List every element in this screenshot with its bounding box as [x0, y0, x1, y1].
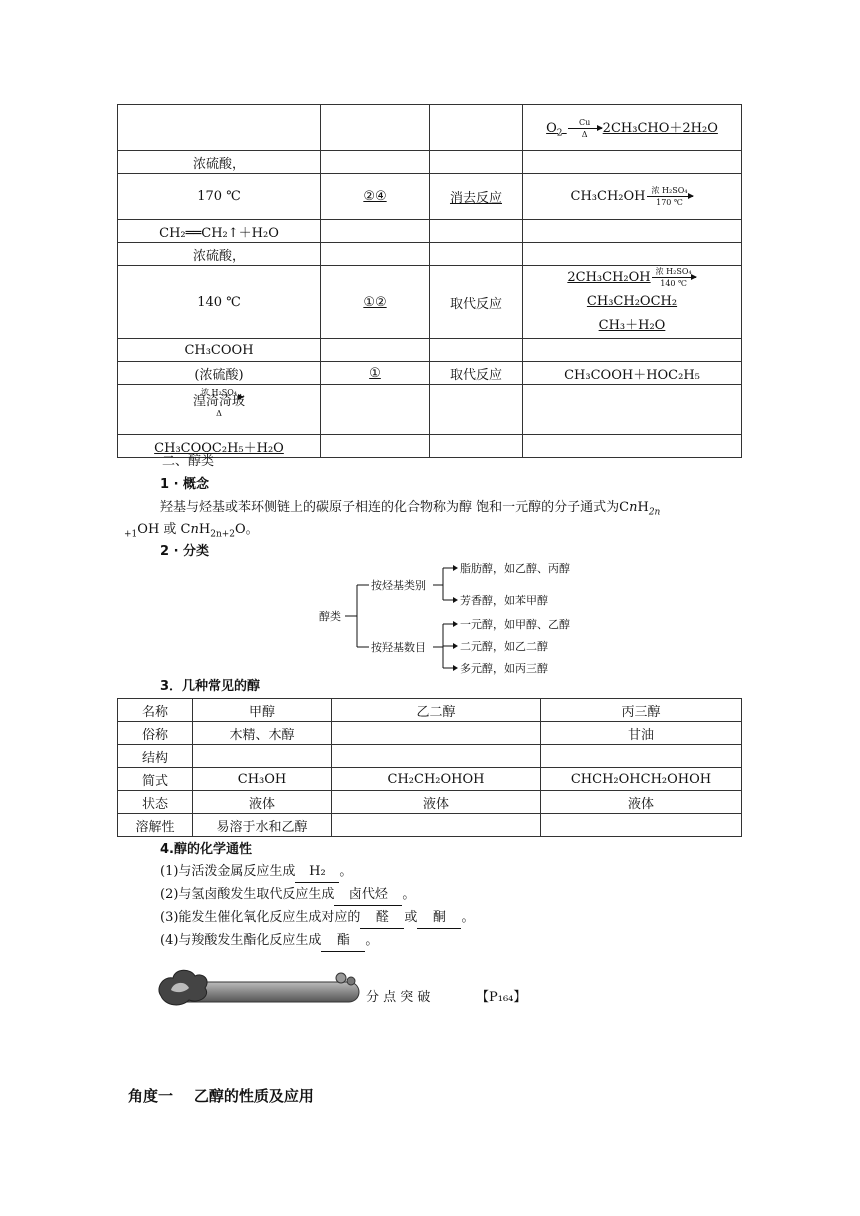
page-reference: 【P₁₆₄】	[476, 990, 527, 1005]
alcohol-table	[117, 698, 742, 837]
table-cell: CHCH₂OHCH₂OHOH	[541, 768, 742, 791]
table-row	[118, 745, 742, 768]
header-cell: 名称	[118, 699, 193, 722]
equation-cell: CH₃CH₂OH 浓 H₂SO₄ 170 ℃	[523, 174, 742, 220]
table-row	[118, 722, 742, 745]
table-row	[118, 791, 742, 814]
classification-diagram	[315, 558, 575, 678]
table-cell: 结构	[118, 745, 193, 768]
bead-icon	[336, 973, 346, 983]
property-item: (3)能发生催化氧化反应生成对应的 醛 或 酮 。	[160, 908, 474, 929]
table-cell: 溶解性	[118, 814, 193, 837]
table-cell	[332, 722, 541, 745]
table-cell	[332, 745, 541, 768]
bonds-cell: ①	[321, 362, 430, 385]
table-cell: CH₃OH	[193, 768, 332, 791]
subsection-title: 2 · 分类	[160, 544, 210, 559]
condition-cell: 浓硫酸，	[118, 151, 321, 174]
condition-cell: (浓硫酸)	[118, 362, 321, 385]
concept-paragraph: 羟基与烃基或苯环侧链上的碳原子相连的化合物称为醇 饱和一元醇的分子通式为CnH$_{2n}$	[160, 500, 661, 518]
angle-title: 角度一 乙醇的性质及应用	[128, 1087, 314, 1105]
table-cell: 液体	[193, 791, 332, 814]
section-banner	[155, 966, 365, 1012]
diagram-root: 醇类	[319, 610, 341, 623]
table-cell: 易溶于水和乙醇	[193, 814, 332, 837]
reaction-table	[117, 104, 742, 458]
table-row	[118, 814, 742, 837]
table-cell: 甘油	[541, 722, 742, 745]
diagram-branch-hydrocarbyl: 按烃基类别	[371, 579, 426, 592]
reaction-type-cell: 消去反应	[430, 174, 523, 220]
table-cell	[332, 814, 541, 837]
diagram-leaf-di: 二元醇，如乙二醇	[460, 640, 548, 653]
header-cell: 丙三醇	[541, 699, 742, 722]
subsection-title: 4.醇的化学通性	[160, 842, 252, 857]
subsection-title: 1 · 概念	[160, 477, 210, 492]
property-item: (4)与羧酸发生酯化反应生成 酯 。	[160, 931, 378, 952]
reaction-arrow: $\frac{Cu}{\Delta}$	[568, 118, 602, 139]
table-cell: 俗称	[118, 722, 193, 745]
condition-cell: 170 ℃	[118, 174, 321, 220]
condition-cell: 140 ℃	[118, 266, 321, 339]
reaction-type-cell: 取代反应	[430, 266, 523, 339]
equation-cell: 2CH₃CH₂OH 浓 H₂SO₄ 140 ℃ CH₃CH₂OCH₂ CH₃＋H₂O	[523, 266, 742, 339]
bonds-cell: ②④	[321, 174, 430, 220]
header-cell: 乙二醇	[332, 699, 541, 722]
reaction-arrow: 浓 H₂SO₄ 140 ℃	[652, 267, 696, 288]
table-cell: 简式	[118, 768, 193, 791]
banner-label: 分 点 突 破	[366, 990, 431, 1005]
property-item: (2)与氢卤酸发生取代反应生成 卤代烃 。	[160, 885, 415, 906]
condition-cell: 浓 H₂SO₄ 湟渏渏玻 $^\Delta$	[118, 385, 321, 435]
table-cell: CH₂CH₂OHOH	[332, 768, 541, 791]
table-row	[118, 768, 742, 791]
diagram-leaf-aromatic: 芳香醇，如苯甲醇	[460, 594, 548, 607]
table-cell: 液体	[332, 791, 541, 814]
property-item: (1)与活泼金属反应生成 H₂ 。	[160, 862, 352, 883]
concept-paragraph-cont: $_{+1}$OH 或 CnH$_{2n+2}$O。	[124, 522, 259, 540]
diagram-leaf-aliphatic: 脂肪醇，如乙醇、丙醇	[460, 562, 570, 575]
bonds-cell: ①②	[321, 266, 430, 339]
table-cell: 木精、木醇	[193, 722, 332, 745]
subsection-title: 3．几种常见的醇	[160, 679, 261, 694]
diagram-leaf-mono: 一元醇，如甲醇、乙醇	[460, 618, 570, 631]
equation-cell: CH₃COOH＋HOC₂H₅	[523, 362, 742, 385]
equation-cell: $O_2$ $\frac{Cu}{\Delta}$ 2CH₃CHO＋2H₂O	[523, 105, 742, 151]
table-cell	[541, 814, 742, 837]
diagram-leaf-poly: 多元醇，如丙三醇	[460, 662, 548, 675]
table-cell	[193, 745, 332, 768]
diagram-branch-hydroxyl: 按羟基数目	[371, 641, 426, 654]
condition-cell: CH₃COOC₂H₅＋H₂O	[118, 435, 321, 458]
table-cell: 液体	[541, 791, 742, 814]
header-cell: 甲醇	[193, 699, 332, 722]
condition-cell: 浓硫酸，	[118, 243, 321, 266]
table-cell: 状态	[118, 791, 193, 814]
condition-cell: CH₂══CH₂↑＋H₂O	[118, 220, 321, 243]
reaction-type-cell: 取代反应	[430, 362, 523, 385]
section-heading: 二、醇类	[162, 454, 215, 469]
table-cell	[541, 745, 742, 768]
reaction-arrow: 浓 H₂SO₄	[201, 387, 237, 397]
condition-cell: CH₃COOH	[118, 339, 321, 362]
reaction-arrow: 浓 H₂SO₄ 170 ℃	[647, 186, 693, 207]
